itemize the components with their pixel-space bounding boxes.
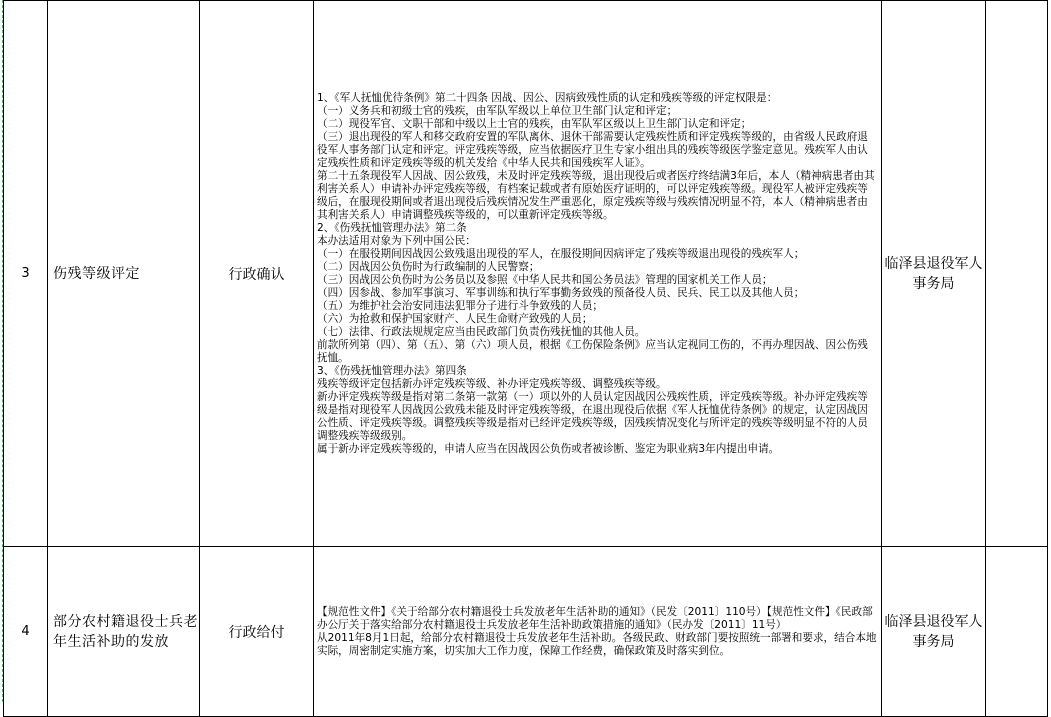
legal-basis-line: 本办法适用对象为下列中国公民：	[317, 234, 476, 247]
legal-basis-line: （三）因战因公负伤时为公务员以及参照《中华人民共和国公务员法》管理的国家机关工作人员；	[317, 273, 773, 286]
legal-basis-line: （一）在服役期间因战因公致残退出现役的军人，在服役期间因病评定了残疾等级退出现役的残疾军人；	[317, 247, 805, 260]
legal-basis-line: 残疾等级评定包括新办评定残疾等级、补办评定残疾等级、调整残疾等级。	[317, 377, 667, 390]
legal-basis-line: 属于新办评定残疾等级的，申请人应当在因战因公负伤或者被诊断、鉴定为职业病3年内提出申请。	[317, 442, 780, 455]
legal-basis-line: （一）义务兵和初级士官的残疾，由军队军级以上单位卫生部门认定和评定；	[317, 104, 678, 117]
legal-basis-line: 前款所列第（四）、第（五）、第（六）项人员，根据《工伤保险条例》应当认定视同工伤的，不再办理因战、因公伤残抚恤。	[317, 338, 868, 364]
item-name-cell[interactable]: 伤残等级评定	[48, 1, 200, 547]
empty-cell[interactable]	[986, 547, 1048, 717]
legal-basis-line: 从2011年8月1日起，给部分农村籍退役士兵发放老年生活补助。各级民政、财政部门要按照统一部署和要求，结合本地实际，周密制定实施方案，切实加大工作力度，保障工作经费，确保政策及时落实到位。	[317, 631, 877, 657]
legal-basis-line: （五）为维护社会治安同违法犯罪分子进行斗争致残的人员；	[317, 299, 604, 312]
legal-basis-line: （三）退出现役的军人和移交政府安置的军队离休、退休干部需要认定残疾性质和评定残疾等级的，由省级人民政府退役军人事务部门认定和评定。评定残疾等级，应当依据医疗卫生专家小组出具的残疾等级医学鉴定意见。残疾军人由认定残疾性质和评定残疾等级的机关发给《中华人民共和国残疾军人证》。	[317, 130, 868, 169]
department-cell[interactable]: 临泽县退役军人事务局	[882, 1, 986, 547]
empty-cell[interactable]	[986, 1, 1048, 547]
legal-basis-cell[interactable]	[314, 547, 882, 717]
legal-basis-line: 1、《军人抚恤优待条例》第二十四条 因战、因公、因病致残性质的认定和残疾等级的评定权限是：	[317, 91, 778, 104]
legal-basis-line: （二）因战因公负伤时为行政编制的人民警察；	[317, 260, 540, 273]
row-number-cell[interactable]: 3	[4, 1, 48, 547]
table-row	[4, 1, 1048, 547]
legal-basis-line: 3、《伤残抚恤管理办法》第四条	[317, 364, 467, 377]
department-cell[interactable]: 临泽县退役军人事务局	[882, 547, 986, 717]
legal-basis-cell[interactable]	[314, 1, 882, 547]
legal-basis-line: 【规范性文件】《关于给部分农村籍退役士兵发放老年生活补助的通知》（民发〔2011〕110号）【规范性文件】《民政部办公厅关于落实给部分农村籍退役士兵发放老年生活补助政策措施的通知》（民办发〔2011〕11号）	[317, 605, 873, 631]
item-name-cell[interactable]: 部分农村籍退役士兵老年生活补助的发放	[48, 547, 200, 717]
legal-basis-line: （四）因参战、参加军事演习、军事训练和执行军事勤务致残的预备役人员、民兵、民工以及其他人员；	[317, 286, 805, 299]
legal-basis-line: 第二十五条现役军人因战、因公致残，未及时评定残疾等级，退出现役后或者医疗终结满3年后，本人（精神病患者由其利害关系人）申请补办评定残疾等级，有档案记载或者有原始医疗证明的，可以评定残疾等级。现役军人被评定残疾等级后，在服现役期间或者退出现役后残疾情况发生严重恶化，原定残疾等级与残疾情况明显不符，本人（精神病患者由其利害关系人）申请调整残疾等级的，可以重新评定残疾等级。	[317, 169, 875, 221]
table-row	[4, 547, 1048, 717]
legal-basis-line: （六）为抢救和保护国家财产、人民生命财产致残的人员；	[317, 312, 593, 325]
legal-basis-line: 新办评定残疾等级是指对第二条第一款第（一）项以外的人员认定因战因公残疾性质，评定残疾等级。补办评定残疾等级是指对现役军人因战因公致残未能及时评定残疾等级，在退出现役后依据《军人抚恤优待条例》的规定，认定因战因公性质、评定残疾等级。调整残疾等级是指对已经评定残疾等级，因残疾情况变化与所评定的残疾等级明显不符的人员调整残疾等级级别。	[317, 390, 868, 442]
service-items-table	[3, 0, 1048, 717]
legal-basis-line: （七）法律、行政法规规定应当由民政部门负责伤残抚恤的其他人员。	[317, 325, 646, 338]
legal-basis-line: 2、《伤残抚恤管理办法》第二条	[317, 221, 467, 234]
item-type-cell[interactable]: 行政确认	[200, 1, 314, 547]
item-type-cell[interactable]: 行政给付	[200, 547, 314, 717]
row-number-cell[interactable]: 4	[4, 547, 48, 717]
legal-basis-line: （二）现役军官、文职干部和中级以上士官的残疾，由军队军区级以上卫生部门认定和评定；	[317, 117, 752, 130]
